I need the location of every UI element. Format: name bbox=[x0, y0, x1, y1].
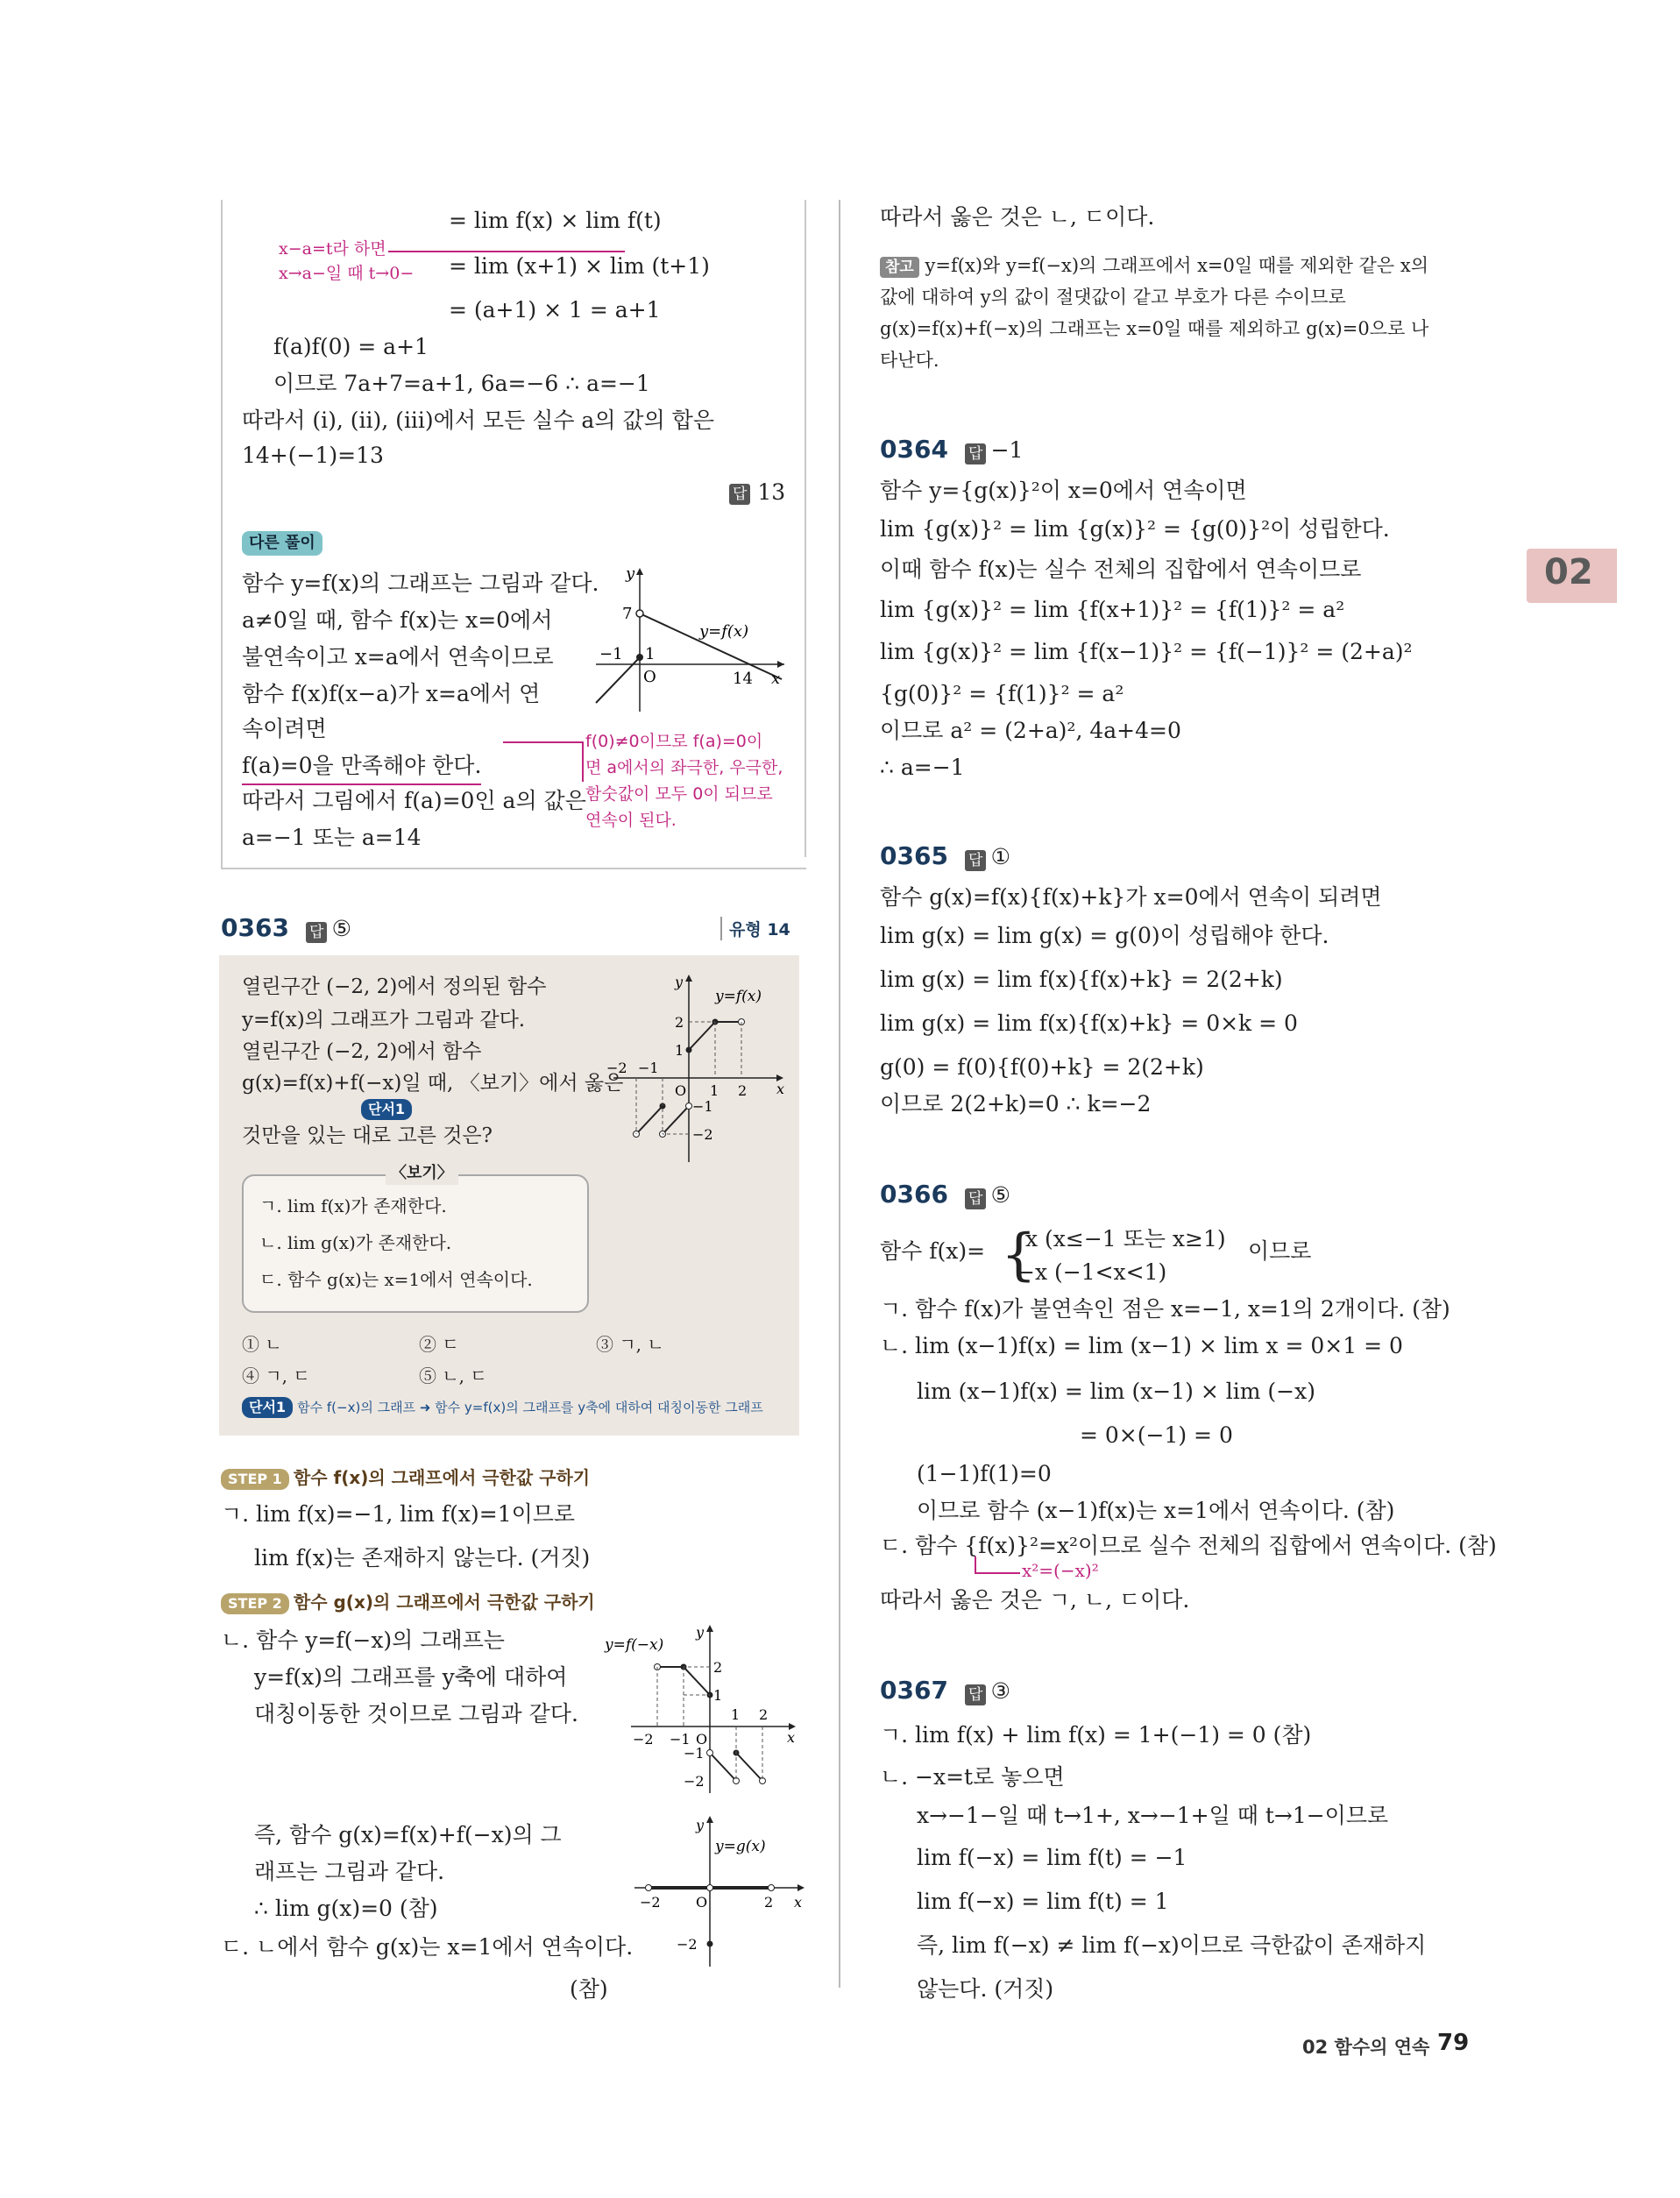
svg-text:2: 2 bbox=[675, 1014, 684, 1031]
prev-line-7: 14+(−1)=13 bbox=[242, 443, 384, 468]
p366-line-6: 이므로 함수 (x−1)f(x)는 x=1에서 연속이다. (참) bbox=[917, 1498, 1395, 1523]
s3-line-2: 래프는 그림과 같다. bbox=[254, 1859, 445, 1884]
p365-line-2: lim g(x) = lim g(x) = g(0)이 성립해야 한다. bbox=[880, 923, 1329, 948]
problem-0364-answer: −1 bbox=[990, 437, 1024, 463]
choice-3: ③ ㄱ, ㄴ bbox=[596, 1334, 664, 1355]
graph-g bbox=[631, 1812, 806, 1970]
p366-line-2: ㄴ. lim (x−1)f(x) = lim (x−1) × lim x = 0×1 = 0 bbox=[880, 1333, 1403, 1358]
s4-true: (참) bbox=[570, 1976, 608, 2002]
top-conclusion: 따라서 옳은 것은 ㄴ, ㄷ이다. bbox=[880, 204, 1155, 230]
p365-line-3: lim g(x) = lim f(x){f(x)+k} = 2(2+k) bbox=[880, 967, 1283, 992]
problem-line-5: 것만을 있는 대로 고른 것은? bbox=[242, 1124, 493, 1147]
chapter-tab-label: 02 bbox=[1544, 552, 1593, 592]
p366-line-9: 따라서 옳은 것은 ㄱ, ㄴ, ㄷ이다. bbox=[880, 1587, 1190, 1613]
answer-icon: 답 bbox=[965, 1188, 986, 1209]
svg-text:−2: −2 bbox=[640, 1894, 661, 1911]
svg-text:O: O bbox=[696, 1731, 708, 1748]
p366-line-1: ㄱ. 함수 f(x)가 불연속인 점은 x=−1, x=1의 2개이다. (참) bbox=[880, 1296, 1450, 1322]
p367-line-7: 않는다. (거짓) bbox=[917, 1976, 1054, 2002]
box-right-edge bbox=[794, 200, 806, 857]
problem-line-2: y=f(x)의 그래프가 그림과 같다. bbox=[242, 1009, 526, 1032]
s2-line-1: ㄴ. 함수 y=f(−x)의 그래프는 bbox=[221, 1627, 505, 1653]
p364-line-4: lim {g(x)}² = lim {f(x+1)}² = {f(1)}² = a² bbox=[880, 597, 1345, 622]
p366-case-2: −x (−1<x<1) bbox=[1017, 1259, 1167, 1285]
svg-text:−2: −2 bbox=[606, 1060, 627, 1076]
p365-line-5: g(0) = f(0){f(0)+k} = 2(2+k) bbox=[880, 1054, 1204, 1080]
alt-line-6: f(a)=0을 만족해야 한다. bbox=[242, 748, 481, 785]
svg-text:y: y bbox=[675, 974, 684, 990]
svg-text:1: 1 bbox=[675, 1042, 684, 1059]
svg-text:−2: −2 bbox=[692, 1126, 713, 1143]
alt-line-2: a≠0일 때, 함수 f(x)는 x=0에서 bbox=[242, 607, 553, 633]
svg-text:y: y bbox=[696, 1817, 705, 1833]
hint-tag-bottom: 단서1 bbox=[242, 1397, 293, 1418]
alt-line-1: 함수 y=f(x)의 그래프는 그림과 같다. bbox=[242, 571, 599, 596]
problem-0367-header bbox=[880, 1674, 1010, 1709]
hint-row bbox=[242, 1397, 763, 1418]
p367-line-5: lim f(−x) = lim f(t) = 1 bbox=[917, 1889, 1169, 1914]
choice-1: ① ㄴ bbox=[242, 1334, 282, 1355]
graph-f-neg-x bbox=[596, 1621, 797, 1797]
step1-tag: STEP 1 bbox=[221, 1469, 289, 1490]
prev-answer-value: 13 bbox=[757, 479, 786, 505]
svg-text:−2: −2 bbox=[684, 1773, 705, 1790]
alt-note-2: 면 a에서의 좌극한, 우극한, bbox=[585, 758, 783, 777]
svg-text:1: 1 bbox=[713, 1687, 723, 1704]
note-line-2: 값에 대하여 y의 값이 절댓값이 같고 부호가 다른 수이므로 bbox=[880, 287, 1346, 308]
problem-0363-answer: ⑤ bbox=[331, 916, 351, 941]
problem-line-4: g(x)=f(x)+f(−x)일 때, 〈보기〉에서 옳은 bbox=[242, 1072, 624, 1095]
alt-line-3: 불연속이고 x=a에서 연속이므로 bbox=[242, 644, 554, 670]
note-line-3: g(x)=f(x)+f(−x)의 그래프는 x=0일 때를 제외하고 g(x)=0으로 나 bbox=[880, 318, 1429, 339]
svg-text:x: x bbox=[794, 1894, 803, 1911]
answer-icon: 답 bbox=[306, 922, 327, 943]
answer-icon: 답 bbox=[965, 850, 986, 871]
choice-5: ⑤ ㄴ, ㄷ bbox=[419, 1365, 487, 1386]
step2-tag: STEP 2 bbox=[221, 1593, 289, 1614]
prev-line-1: = lim f(x) × lim f(t) bbox=[449, 208, 662, 233]
prev-answer bbox=[729, 475, 785, 510]
svg-text:−2: −2 bbox=[677, 1936, 698, 1953]
problem-0366-header bbox=[880, 1178, 1010, 1213]
s4-line: ㄷ. ㄴ에서 함수 g(x)는 x=1에서 연속이다. bbox=[221, 1934, 634, 1960]
problem-0364-number: 0364 bbox=[880, 435, 948, 464]
problem-0363-graph bbox=[605, 971, 789, 1164]
p364-line-2: lim {g(x)}² = lim {g(x)}² = {g(0)}²이 성립한다. bbox=[880, 516, 1390, 542]
choice-4: ④ ㄱ, ㄷ bbox=[242, 1365, 310, 1386]
prev-line-4: f(a)f(0) = a+1 bbox=[273, 334, 429, 359]
p364-line-7: 이므로 a² = (2+a)², 4a+4=0 bbox=[880, 718, 1181, 743]
p366-case-1: x (x≤−1 또는 x≥1) bbox=[1025, 1226, 1226, 1251]
p366-func-head: 함수 f(x)= bbox=[880, 1238, 986, 1264]
problem-graph-label: y=f(x) bbox=[715, 988, 762, 1005]
bogi-title: 〈보기〉 bbox=[386, 1162, 458, 1185]
p366-sub-note: x²=(−x)² bbox=[1022, 1560, 1099, 1581]
alt-graph-o: O bbox=[643, 668, 656, 686]
p364-line-8: ∴ a=−1 bbox=[880, 755, 965, 780]
hint-text: 함수 f(−x)의 그래프 ➜ 함수 y=f(x)의 그래프를 y축에 대하여 대칭이동한 그래프 bbox=[297, 1400, 763, 1415]
alt-graph-fourteen: 14 bbox=[733, 670, 753, 688]
p364-line-5: lim {g(x)}² = lim {f(x−1)}² = {f(−1)}² = (2+a)² bbox=[880, 639, 1413, 664]
alt-graph-label: y=f(x) bbox=[699, 622, 749, 641]
answer-icon: 답 bbox=[965, 1684, 986, 1705]
prev-line-6: 따라서 (i), (ii), (iii)에서 모든 실수 a의 값의 합은 bbox=[242, 408, 714, 433]
prev-line-3: = (a+1) × 1 = a+1 bbox=[449, 297, 661, 323]
p366-func-tail: 이므로 bbox=[1248, 1238, 1312, 1264]
svg-text:1: 1 bbox=[731, 1706, 741, 1723]
alt-note-1: f(0)≠0이므로 f(a)=0이 bbox=[585, 732, 763, 751]
svg-text:−1: −1 bbox=[692, 1098, 713, 1115]
p367-line-1: ㄱ. lim f(x) + lim f(x) = 1+(−1) = 0 (참) bbox=[880, 1722, 1312, 1748]
alt-graph-x: x bbox=[771, 670, 781, 688]
bogi-item-2: ㄴ. lim g(x)가 존재한다. bbox=[259, 1232, 452, 1253]
problem-0367-number: 0367 bbox=[880, 1676, 948, 1705]
svg-text:y: y bbox=[696, 1624, 705, 1641]
alt-note-3: 함숫값이 모두 0이 되므로 bbox=[585, 784, 773, 804]
p367-line-6: 즉, lim f(−x) ≠ lim f(−x)이므로 극한값이 존재하지 bbox=[917, 1932, 1427, 1958]
problem-0365-header bbox=[880, 840, 1010, 875]
s1-line-2: lim f(x)는 존재하지 않는다. (거짓) bbox=[254, 1545, 591, 1571]
problem-0363-type: 유형 14 bbox=[720, 917, 790, 940]
alt-line-5: 속이려면 bbox=[242, 716, 327, 741]
alt-line-4: 함수 f(x)f(x−a)가 x=a에서 연 bbox=[242, 681, 541, 706]
p366-line-5: (1−1)f(1)=0 bbox=[917, 1461, 1052, 1486]
p366-sub-arrow bbox=[975, 1556, 1020, 1574]
alt-solution-badge: 다른 풀이 bbox=[242, 531, 323, 556]
svg-text:2: 2 bbox=[738, 1082, 748, 1099]
alt-graph-seven: 7 bbox=[622, 605, 633, 623]
hint-tag: 단서1 bbox=[361, 1099, 412, 1120]
step2-title: 함수 g(x)의 그래프에서 극한값 구하기 bbox=[293, 1592, 595, 1613]
p364-line-3: 이때 함수 f(x)는 실수 전체의 집합에서 연속이므로 bbox=[880, 557, 1362, 582]
problem-line-3: 열린구간 (−2, 2)에서 함수 bbox=[242, 1040, 482, 1063]
problem-0363-number: 0363 bbox=[221, 913, 289, 942]
answer-icon: 답 bbox=[965, 443, 986, 464]
prev-line-2: = lim (x+1) × lim (t+1) bbox=[449, 253, 710, 279]
footer-chapter: 02 함수의 연속 bbox=[1302, 2037, 1430, 2058]
column-divider bbox=[839, 200, 840, 1988]
alt-line-8: a=−1 또는 a=14 bbox=[242, 825, 422, 850]
svg-text:2: 2 bbox=[713, 1659, 723, 1676]
p365-line-6: 이므로 2(2+k)=0 ∴ k=−2 bbox=[880, 1091, 1152, 1117]
s1-line-1: ㄱ. lim f(x)=−1, lim f(x)=1이므로 bbox=[221, 1501, 576, 1527]
svg-text:−1: −1 bbox=[670, 1731, 691, 1748]
graph-g-label: y=g(x) bbox=[715, 1838, 766, 1855]
p366-line-3: lim (x−1)f(x) = lim (x−1) × lim (−x) bbox=[917, 1379, 1315, 1404]
svg-text:−1: −1 bbox=[638, 1060, 659, 1076]
svg-text:x: x bbox=[787, 1729, 796, 1746]
p365-line-1: 함수 g(x)=f(x){f(x)+k}가 x=0에서 연속이 되려면 bbox=[880, 884, 1382, 910]
answer-icon: 답 bbox=[729, 484, 750, 505]
svg-text:−1: −1 bbox=[684, 1745, 705, 1762]
step2-heading bbox=[221, 1588, 595, 1614]
note-line-4: 타난다. bbox=[880, 350, 939, 371]
svg-text:−2: −2 bbox=[633, 1731, 654, 1748]
p366-brace: { bbox=[1001, 1223, 1037, 1287]
alt-graph-one: 1 bbox=[645, 645, 656, 663]
p366-line-4: = 0×(−1) = 0 bbox=[1080, 1422, 1233, 1448]
p367-line-3: x→−1−일 때 t→1+, x→−1+일 때 t→1−이므로 bbox=[917, 1803, 1389, 1828]
prev-line-5: 이므로 7a+7=a+1, 6a=−6 ∴ a=−1 bbox=[273, 371, 650, 396]
footer-page-number: 79 bbox=[1437, 2030, 1470, 2056]
bogi-item-1: ㄱ. lim f(x)가 존재한다. bbox=[259, 1195, 447, 1216]
prev-note-1: x−a=t라 하면 bbox=[279, 239, 386, 259]
svg-text:O: O bbox=[675, 1082, 687, 1099]
svg-text:O: O bbox=[696, 1894, 708, 1911]
bogi-item-3: ㄷ. 함수 g(x)는 x=1에서 연속이다. bbox=[259, 1269, 533, 1290]
problem-0365-answer: ① bbox=[990, 844, 1010, 869]
alt-solution-graph bbox=[587, 561, 789, 719]
problem-0366-answer: ⑤ bbox=[990, 1182, 1010, 1208]
problem-0367-answer: ③ bbox=[990, 1678, 1010, 1704]
problem-0365-number: 0365 bbox=[880, 841, 948, 870]
alt-graph-y: y bbox=[626, 564, 635, 583]
svg-text:2: 2 bbox=[759, 1706, 769, 1723]
alt-note-4: 연속이 된다. bbox=[585, 811, 677, 830]
graph-f-neg-x-label: y=f(−x) bbox=[605, 1636, 664, 1654]
p366-line-7: ㄷ. 함수 {f(x)}²=x²이므로 실수 전체의 집합에서 연속이다. (참) bbox=[880, 1533, 1497, 1558]
svg-text:x: x bbox=[776, 1081, 785, 1097]
s2-line-3: 대칭이동한 것이므로 그림과 같다. bbox=[254, 1701, 578, 1726]
p364-line-1: 함수 y={g(x)}²이 x=0에서 연속이면 bbox=[880, 478, 1247, 503]
s3-line-1: 즉, 함수 g(x)=f(x)+f(−x)의 그 bbox=[254, 1822, 562, 1847]
step1-heading bbox=[221, 1464, 590, 1490]
problem-0363-header bbox=[221, 911, 351, 947]
alt-graph-neg1: −1 bbox=[599, 645, 623, 663]
problem-0366-number: 0366 bbox=[880, 1180, 948, 1209]
prev-note-2: x→a−일 때 t→0− bbox=[279, 264, 415, 283]
svg-text:1: 1 bbox=[710, 1082, 719, 1099]
p365-line-4: lim g(x) = lim f(x){f(x)+k} = 0×k = 0 bbox=[880, 1010, 1298, 1036]
problem-0364-header bbox=[880, 433, 1023, 468]
note-tag: 참고 bbox=[880, 257, 919, 278]
svg-text:2: 2 bbox=[764, 1894, 774, 1911]
note-line-1: 참고 y=f(x)와 y=f(−x)의 그래프에서 x=0일 때를 제외한 같은 x의 bbox=[880, 251, 1428, 280]
s2-line-2: y=f(x)의 그래프를 y축에 대하여 bbox=[254, 1664, 568, 1690]
p364-line-6: {g(0)}² = {f(1)}² = a² bbox=[880, 681, 1124, 706]
s3-line-3: ∴ lim g(x)=0 (참) bbox=[254, 1896, 438, 1921]
step1-title: 함수 f(x)의 그래프에서 극한값 구하기 bbox=[293, 1467, 591, 1488]
alt-line-7: 따라서 그림에서 f(a)=0인 a의 값은 bbox=[242, 788, 586, 813]
problem-line-1: 열린구간 (−2, 2)에서 정의된 함수 bbox=[242, 975, 547, 998]
alt-note-connector bbox=[503, 741, 584, 782]
p367-line-2: ㄴ. −x=t로 놓으면 bbox=[880, 1764, 1065, 1790]
p367-line-4: lim f(−x) = lim f(t) = −1 bbox=[917, 1845, 1187, 1870]
choice-2: ② ㄷ bbox=[419, 1334, 459, 1355]
